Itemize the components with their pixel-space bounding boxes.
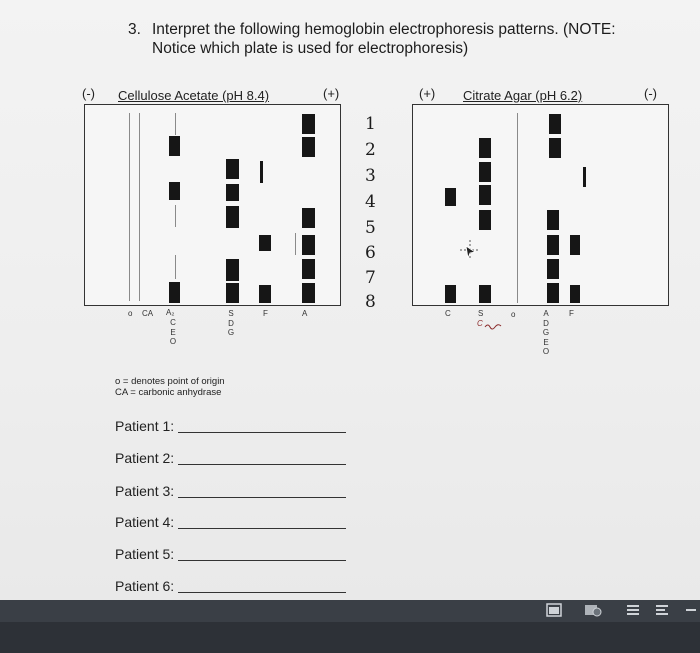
band: [169, 182, 180, 200]
patient-1-answer-line[interactable]: [178, 432, 346, 433]
lane-marker: [175, 205, 176, 227]
window-icon[interactable]: [546, 603, 562, 617]
cellulose-acetate-plate: [84, 104, 341, 306]
band: [549, 138, 561, 158]
band: [547, 259, 559, 279]
lane-marker: [175, 113, 176, 135]
patient-6-answer-line[interactable]: [178, 592, 346, 593]
right-plate-title: Citrate Agar (pH 6.2): [463, 88, 583, 103]
text-align-icon[interactable]: [655, 604, 669, 616]
band: [226, 283, 239, 303]
origin-line: [129, 113, 130, 301]
lane-number: 6: [365, 243, 376, 263]
band: [259, 235, 271, 251]
folder-settings-icon[interactable]: [584, 603, 602, 617]
f-label-left: F: [263, 309, 268, 318]
band: [445, 285, 456, 303]
band: [259, 285, 271, 303]
thin-band: [260, 161, 263, 183]
band: [479, 210, 491, 230]
lane-number: 2: [365, 140, 376, 160]
lane-number: 4: [365, 192, 376, 212]
origin-label: o: [128, 309, 133, 318]
a2-variants-stack: C E O: [169, 318, 177, 346]
s-label-right: S: [478, 309, 484, 318]
band: [302, 114, 315, 134]
band: [226, 159, 239, 179]
band: [547, 235, 559, 255]
left-plate-title: Cellulose Acetate (pH 8.4): [118, 88, 270, 103]
lane-marker: [175, 255, 176, 279]
band: [479, 185, 491, 205]
legend-origin: o = denotes point of origin: [115, 376, 225, 387]
f-label-right: F: [569, 309, 574, 318]
band: [445, 188, 456, 206]
band: [547, 283, 559, 303]
list-view-icon[interactable]: [626, 604, 640, 616]
lane-marker: [295, 233, 296, 255]
band: [226, 259, 239, 281]
handwritten-scribble: [484, 322, 502, 330]
band: [169, 136, 180, 156]
patient-5-label: Patient 5:: [115, 546, 175, 562]
a-label-left: A: [302, 309, 308, 318]
patient-1-label: Patient 1:: [115, 418, 175, 434]
patient-6-label: Patient 6:: [115, 578, 175, 594]
band: [302, 137, 315, 157]
left-negative-pole: (-): [82, 86, 95, 101]
patient-3-label: Patient 3:: [115, 483, 175, 499]
question-line-1: Interpret the following hemoglobin electrophoresis patterns. (NOTE:: [152, 21, 616, 38]
patient-4-label: Patient 4:: [115, 514, 175, 530]
ca-line: [139, 113, 140, 301]
left-positive-pole: (+): [323, 86, 340, 101]
citrate-agar-plate: [412, 104, 669, 306]
band: [570, 285, 580, 303]
c-label-right: C: [445, 309, 451, 318]
patient-2-answer-line[interactable]: [178, 464, 346, 465]
s-handwritten-note: C: [477, 319, 483, 328]
band: [226, 206, 239, 228]
lane-number: 5: [365, 218, 376, 238]
band: [479, 162, 491, 182]
s-variants-stack: S D G: [227, 309, 235, 337]
legend-ca: CA = carbonic anhydrase: [115, 387, 222, 398]
band: [479, 285, 491, 303]
band: [549, 114, 561, 134]
patient-5-answer-line[interactable]: [178, 560, 346, 561]
right-positive-pole: (+): [419, 86, 436, 101]
patient-4-answer-line[interactable]: [178, 528, 346, 529]
band: [169, 282, 180, 303]
band: [479, 138, 491, 158]
band: [570, 235, 580, 255]
a-variants-stack: A D G E O: [542, 309, 550, 356]
question-number: 3.: [128, 21, 141, 38]
patient-2-label: Patient 2:: [115, 450, 175, 466]
thin-band: [583, 167, 586, 187]
lane-number: 7: [365, 268, 376, 288]
band: [302, 259, 315, 279]
lane-number: 1: [365, 114, 376, 134]
origin-line: [517, 113, 518, 303]
band: [302, 283, 315, 303]
a2-label: A₂: [166, 308, 175, 317]
band: [302, 208, 315, 228]
patient-3-answer-line[interactable]: [178, 497, 346, 498]
minus-icon[interactable]: [686, 609, 696, 611]
question-line-2: Notice which plate is used for electrophoresis): [152, 40, 469, 57]
lane-number: 3: [365, 166, 376, 186]
band: [226, 184, 239, 201]
origin-label-right: o: [511, 310, 516, 319]
right-negative-pole: (-): [644, 86, 657, 101]
ca-label: CA: [142, 309, 154, 318]
move-cursor-icon: [458, 238, 482, 262]
lane-number: 8: [365, 292, 376, 312]
band: [547, 210, 559, 230]
band: [302, 235, 315, 255]
